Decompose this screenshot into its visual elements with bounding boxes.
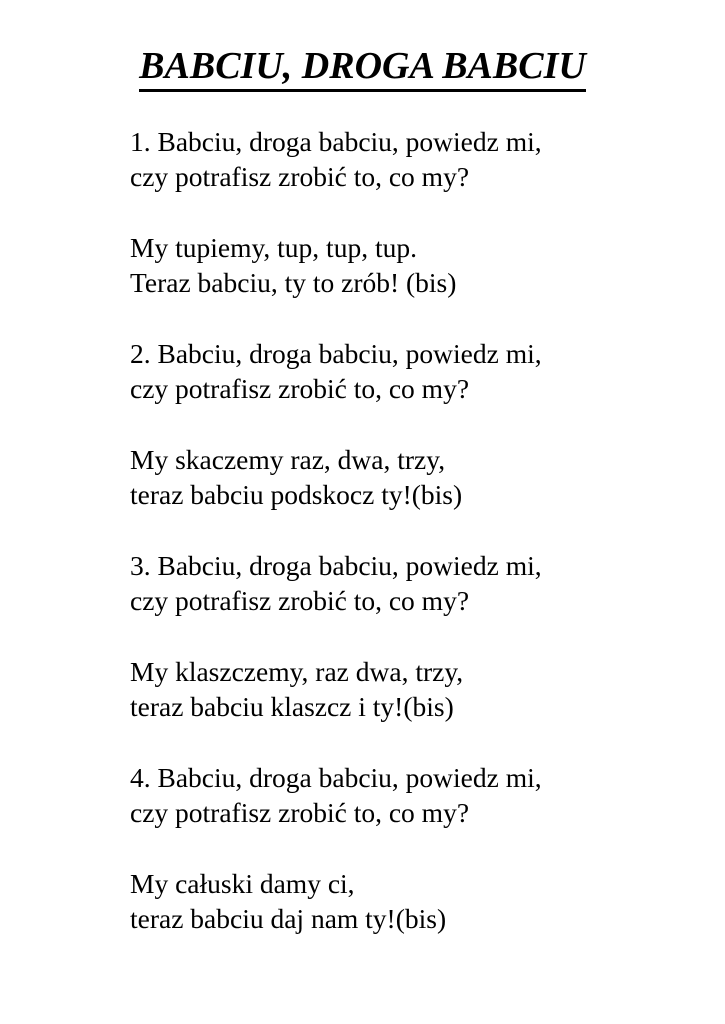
verse-1 bbox=[130, 124, 710, 194]
song-title-block bbox=[0, 44, 725, 92]
lyric-line: 3. Babciu, droga babciu, powiedz mi, bbox=[130, 550, 542, 581]
lyric-line: My skaczemy raz, dwa, trzy, bbox=[130, 444, 446, 475]
verse-4 bbox=[130, 760, 710, 830]
lyric-line: czy potrafisz zrobić to, co my? bbox=[130, 585, 470, 616]
lyric-line: teraz babciu klaszcz i ty!(bis) bbox=[130, 691, 454, 722]
chorus-4 bbox=[130, 866, 710, 936]
lyric-line: teraz babciu podskocz ty!(bis) bbox=[130, 479, 463, 510]
verse-2 bbox=[130, 336, 710, 406]
lyric-line: czy potrafisz zrobić to, co my? bbox=[130, 161, 470, 192]
song-lyrics bbox=[130, 124, 710, 972]
chorus-3 bbox=[130, 654, 710, 724]
lyric-line: teraz babciu daj nam ty!(bis) bbox=[130, 903, 447, 934]
verse-3 bbox=[130, 548, 710, 618]
lyric-line: My klaszczemy, raz dwa, trzy, bbox=[130, 656, 464, 687]
lyric-line: My tupiemy, tup, tup, tup. bbox=[130, 232, 417, 263]
lyric-line: Teraz babciu, ty to zrób! (bis) bbox=[130, 267, 457, 298]
lyric-line: czy potrafisz zrobić to, co my? bbox=[130, 373, 470, 404]
chorus-1 bbox=[130, 230, 710, 300]
song-title: BABCIU, DROGA BABCIU bbox=[139, 44, 586, 92]
lyric-line: 2. Babciu, droga babciu, powiedz mi, bbox=[130, 338, 542, 369]
lyric-line: 1. Babciu, droga babciu, powiedz mi, bbox=[130, 126, 542, 157]
lyric-line: 4. Babciu, droga babciu, powiedz mi, bbox=[130, 762, 542, 793]
lyric-line: My całuski damy ci, bbox=[130, 868, 355, 899]
chorus-2 bbox=[130, 442, 710, 512]
lyric-line: czy potrafisz zrobić to, co my? bbox=[130, 797, 470, 828]
